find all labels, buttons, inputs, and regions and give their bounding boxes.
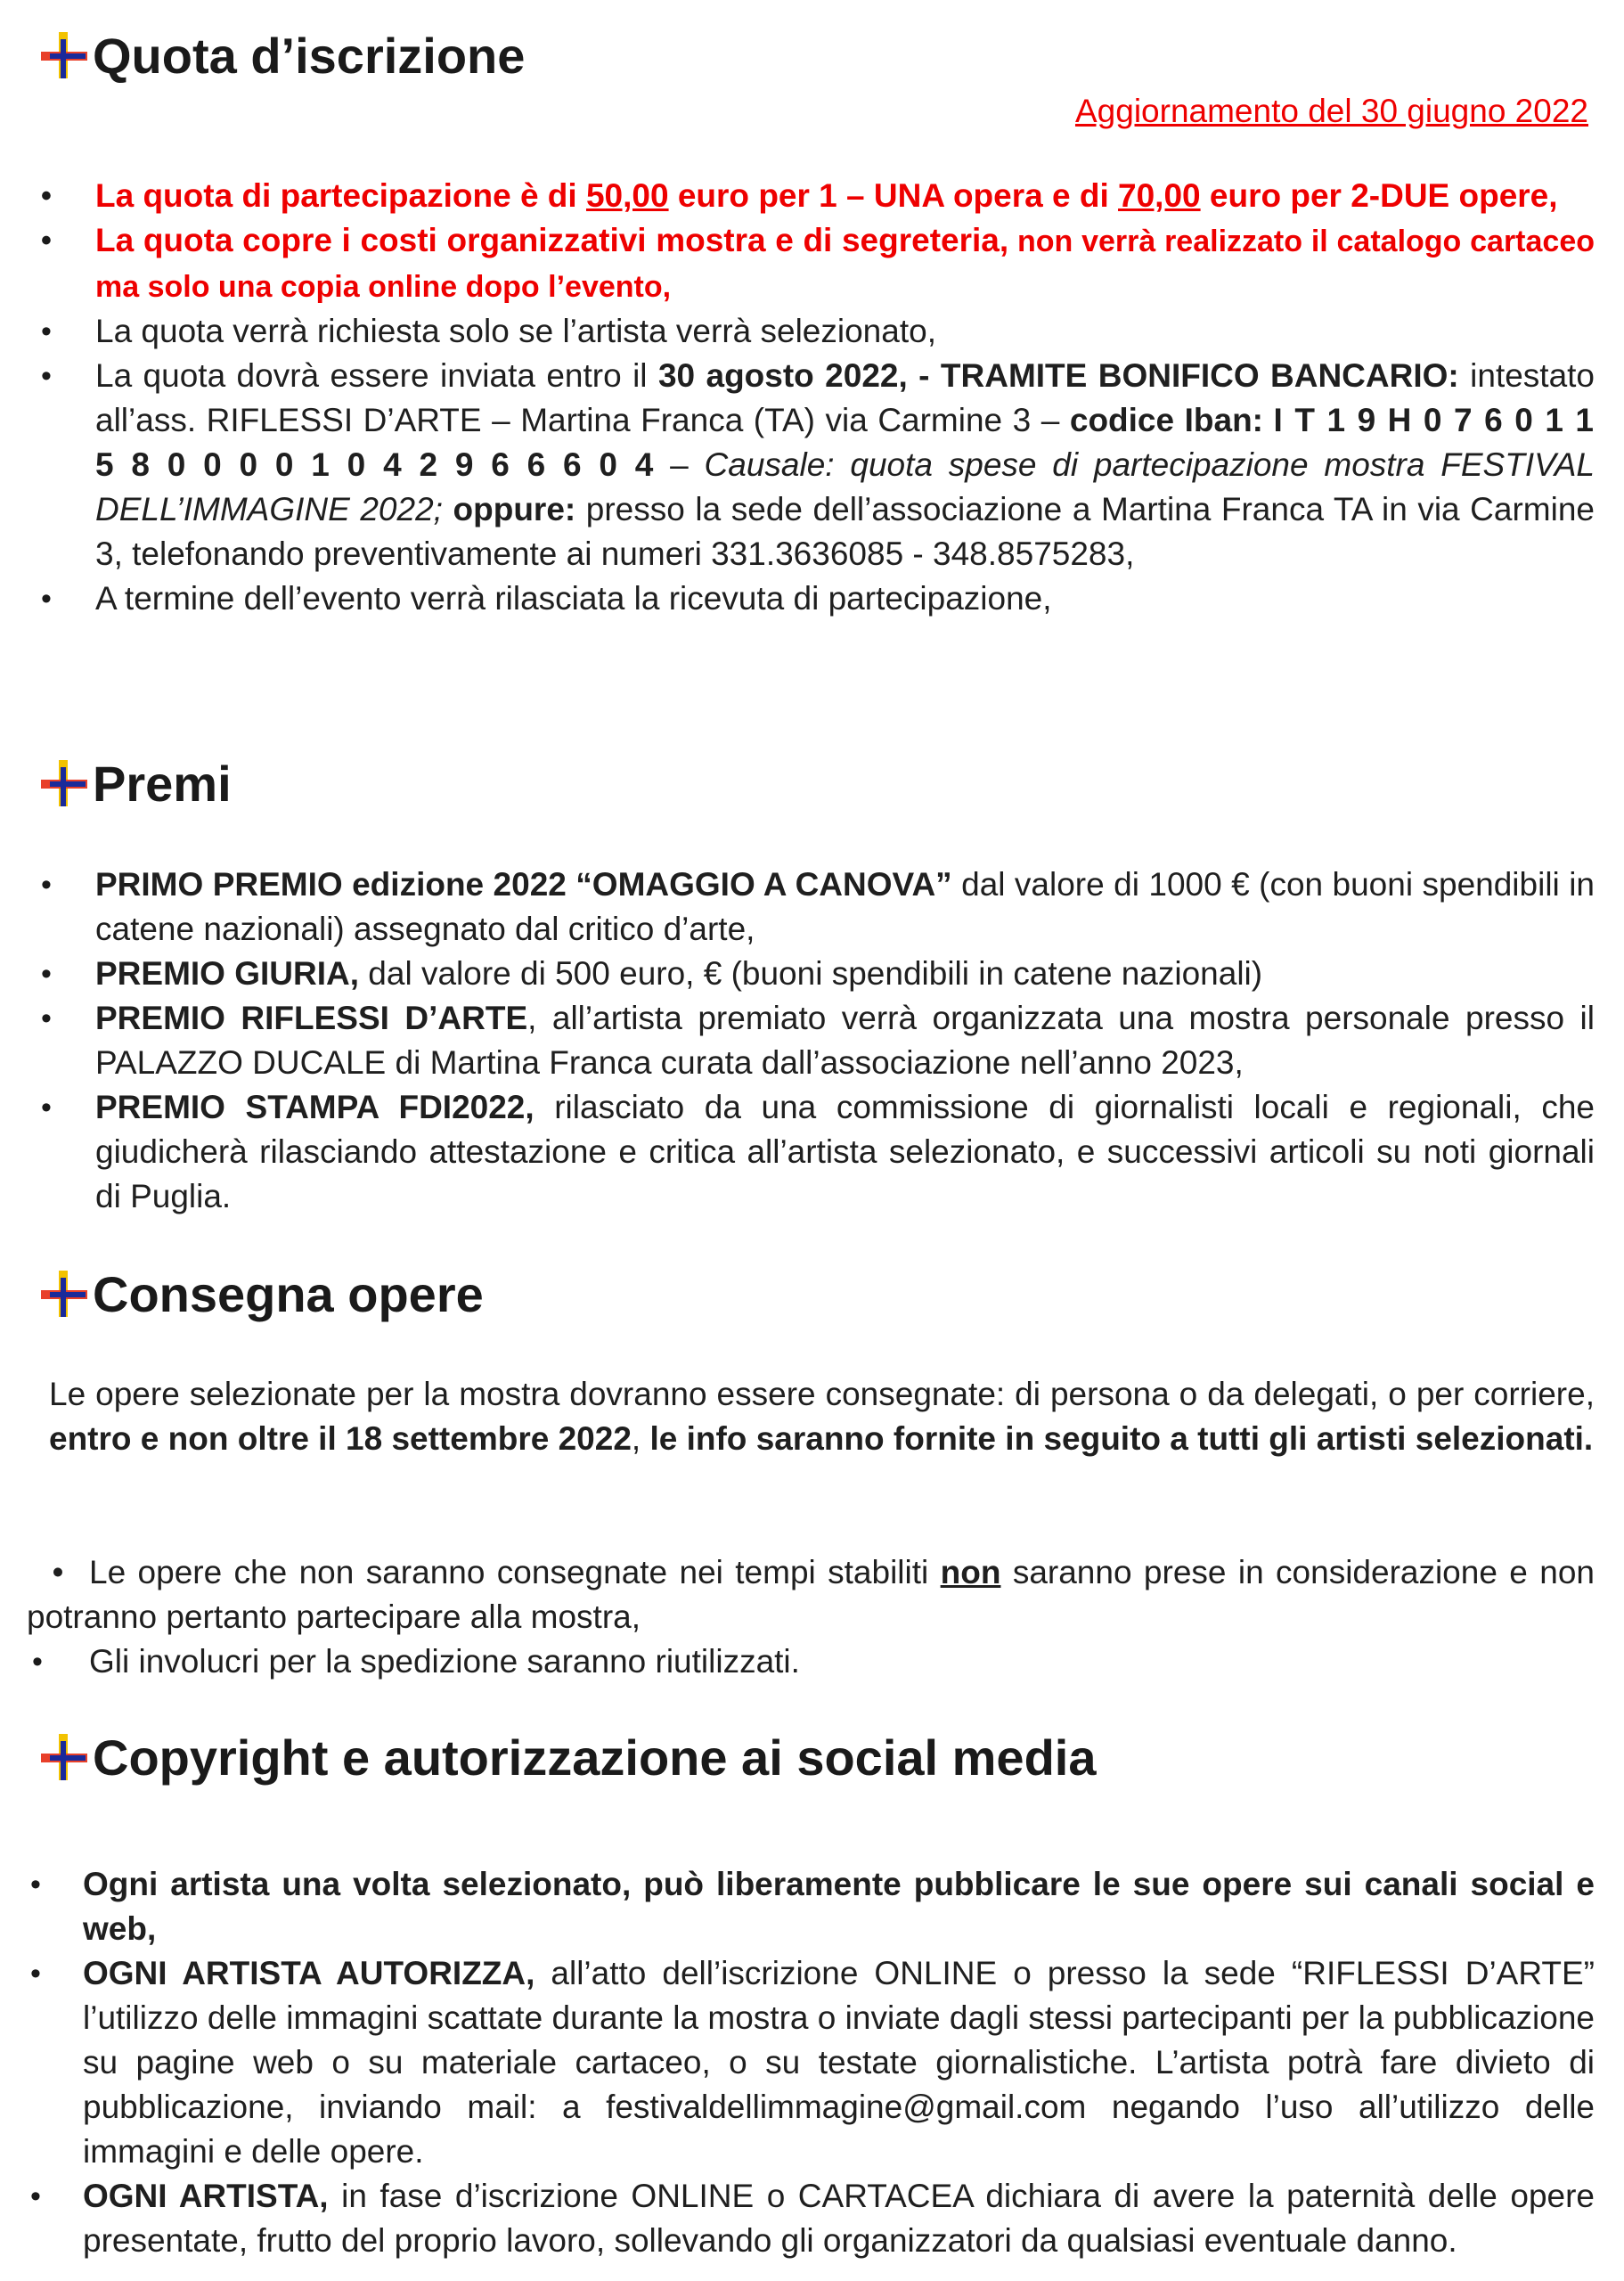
copyright-list xyxy=(25,1862,1595,2263)
quota-list xyxy=(36,174,1595,621)
section-title-quota: Quota d’iscrizione xyxy=(36,25,1595,87)
list-item: • La quota di partecipazione è di 50,00 euro per 1 – UNA opera e di 70,00 euro per 2-DUE opere, xyxy=(36,174,1595,218)
section-consegna xyxy=(36,1263,1595,1326)
list-item: • A termine dell’evento verrà rilasciata la ricevuta di partecipazione, xyxy=(36,576,1595,621)
bullet-cross-icon xyxy=(36,1269,91,1320)
update-note: Aggiornamento del 30 giugno 2022 xyxy=(1074,93,1588,129)
list-item: • Ogni artista una volta selezionato, può liberamente pubblicare le sue opere sui canali social e web, xyxy=(25,1862,1595,1951)
consegna-item-1: • Le opere che non saranno consegnate nei tempi stabiliti non saranno prese in considerazione e non potranno pertanto partecipare alla mostra, xyxy=(27,1554,1595,1635)
section-copyright xyxy=(36,1727,1595,1789)
list-item: • PREMIO GIURIA, dal valore di 500 euro, € (buoni spendibili in catene nazionali) xyxy=(36,952,1595,996)
list-item: • PRIMO PREMIO edizione 2022 “OMAGGIO A CANOVA” dal valore di 1000 € (con buoni spendibili in catene nazionali) assegnato dal critico d’arte, xyxy=(36,863,1595,952)
bullet-cross-icon xyxy=(36,1732,91,1784)
list-item: • La quota copre i costi organizzativi mostra e di segreteria, non verrà realizzato il catalogo cartaceo ma solo una copia online dopo l’evento, xyxy=(36,218,1595,309)
consegna-list xyxy=(27,1639,1595,1684)
premi-list xyxy=(36,863,1595,1219)
list-item: • La quota dovrà essere inviata entro il 30 agosto 2022, - TRAMITE BONIFICO BANCARIO: intestato all’ass. RIFLESSI D’ARTE – Martina Franca (TA) via Carmine 3 – codice Iban: I T 1 9 H 0 7 6 0 1 1 5 8 0 0 0 0 1 0 4 2 9 6 6 6 0 4 – Causale: quota spese di partecipazione mostra FESTIVAL DELL’IMMAGINE 2022; oppure: presso la sede dell’associazione a Martina Franca TA in via Carmine 3, telefonando preventivamente ai numeri 331.3636085 - 348.8575283, xyxy=(36,354,1595,576)
list-item: • PREMIO RIFLESSI D’ARTE, all’artista premiato verrà organizzata una mostra personale presso il PALAZZO DUCALE di Martina Franca curata dall’associazione nell’anno 2023, xyxy=(36,996,1595,1085)
list-item: • OGNI ARTISTA AUTORIZZA, all’atto dell’iscrizione ONLINE o presso la sede “RIFLESSI D’ARTE” l’utilizzo delle immagini scattate durante la mostra o inviate dagli stessi partecipanti per la pubblicazione su pagine web o su materiale cartaceo, o su testate giornalistiche. L’artista potrà fare divieto di pubblicazione, inviando mail: a festivaldellimmagine@gmail.com negando l’uso all’utilizzo delle immagini e delle opere. xyxy=(25,1951,1595,2174)
section-quota xyxy=(36,25,1595,87)
section-title-copyright: Copyright e autorizzazione ai social media xyxy=(36,1727,1595,1789)
section-premi xyxy=(36,753,1595,815)
consegna-paragraph: Le opere selezionate per la mostra dovranno essere consegnate: di persona o da delegati, o per corriere, entro e non oltre il 18 settembre 2022, le info saranno fornite in seguito a tutti gli artisti selezionati. xyxy=(49,1376,1595,1457)
bullet-cross-icon xyxy=(36,758,91,810)
list-item: • La quota verrà richiesta solo se l’artista verrà selezionato, xyxy=(36,309,1595,354)
list-item: • OGNI ARTISTA, in fase d’iscrizione ONLINE o CARTACEA dichiara di avere la paternità delle opere presentate, frutto del proprio lavoro, sollevando gli organizzatori da qualsiasi eventuale danno. xyxy=(25,2174,1595,2263)
section-title-premi: Premi xyxy=(36,753,1595,815)
list-item: • Gli involucri per la spedizione saranno riutilizzati. xyxy=(27,1639,1595,1684)
list-item: • PREMIO STAMPA FDI2022, rilasciato da una commissione di giornalisti locali e regionali, che giudicherà rilasciando attestazione e critica all’artista selezionato, e successivi articoli su noti giornali di Puglia. xyxy=(36,1085,1595,1219)
bullet-cross-icon xyxy=(36,30,91,82)
section-title-consegna: Consegna opere xyxy=(36,1263,1595,1326)
